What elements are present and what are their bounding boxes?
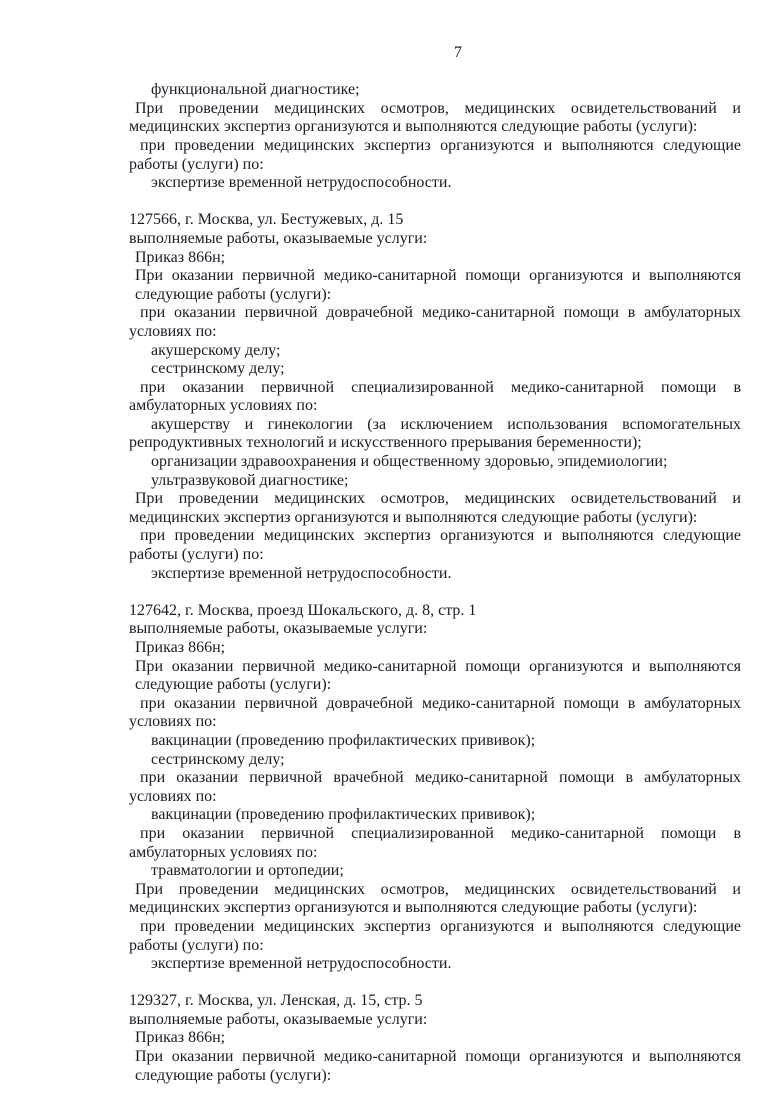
text-line: При оказании первичной медико-санитарной помощи организуются и выполняются <box>135 267 741 285</box>
text-line: Приказ 866н; <box>135 1029 226 1047</box>
text-line: при оказании первичной специализированной медико-санитарной помощи в <box>140 824 741 842</box>
document-body <box>129 81 741 1085</box>
text-line: репродуктивных технологий и искусственного прерывания беременности); <box>129 434 642 452</box>
text-line: При проведении медицинских осмотров, медицинских освидетельствований и <box>135 490 741 508</box>
text-line: экспертизе временной нетрудоспособности. <box>151 564 452 582</box>
text-line: условиях по: <box>129 713 217 731</box>
text-line: экспертизе временной нетрудоспособности. <box>151 955 452 973</box>
text-line: медицинских экспертиз организуются и выполняются следующие работы (услуги): <box>129 118 698 136</box>
text-line: условиях по: <box>129 322 217 340</box>
text-line: работы (услуги) по: <box>129 155 264 173</box>
section-address-127642 <box>129 602 741 974</box>
text-line: следующие работы (услуги): <box>135 1066 332 1084</box>
text-line: сестринскому делу; <box>151 750 285 768</box>
text-line: Приказ 866н; <box>135 248 226 266</box>
text-line: медицинских экспертиз организуются и выполняются следующие работы (услуги): <box>129 508 698 526</box>
text-line: При оказании первичной медико-санитарной помощи организуются и выполняются <box>135 1048 741 1066</box>
text-line: выполняемые работы, оказываемые услуги: <box>129 229 428 247</box>
text-line: акушерскому делу; <box>151 341 281 359</box>
text-line: выполняемые работы, оказываемые услуги: <box>129 1010 428 1028</box>
text-line: амбулаторных условиях по: <box>129 843 318 861</box>
text-line: При проведении медицинских осмотров, медицинских освидетельствований и <box>135 99 741 117</box>
text-line: при оказании первичной врачебной медико-санитарной помощи в амбулаторных <box>140 769 741 787</box>
text-line: при оказании первичной специализированной медико-санитарной помощи в <box>140 378 741 396</box>
text-line: Приказ 866н; <box>135 639 226 656</box>
text-line: медицинских экспертиз организуются и выполняются следующие работы (услуги): <box>129 899 698 917</box>
text-line: при проведении медицинских экспертиз организуются и выполняются следующие <box>140 136 741 154</box>
text-line: при оказании первичной доврачебной медико-санитарной помощи в амбулаторных <box>140 304 741 322</box>
text-line: при оказании первичной доврачебной медико-санитарной помощи в амбулаторных <box>140 694 741 712</box>
address-line: 127642, г. Москва, проезд Шокальского, д. 8, стр. 1 <box>129 601 477 619</box>
text-line: при проведении медицинских экспертиз организуются и выполняются следующие <box>140 917 741 935</box>
text-line: функциональной диагностике; <box>151 81 360 99</box>
text-line: вакцинации (проведению профилактических прививок); <box>151 731 536 749</box>
text-line: следующие работы (услуги): <box>135 676 332 694</box>
text-line: работы (услуги) по: <box>129 936 264 954</box>
text-line: условиях по: <box>129 787 217 805</box>
text-line: сестринскому делу; <box>151 360 285 378</box>
text-line: ультразвуковой диагностике; <box>151 471 349 489</box>
section-continuation <box>129 81 741 193</box>
text-line: выполняемые работы, оказываемые услуги: <box>129 620 428 638</box>
text-line: вакцинации (проведению профилактических прививок); <box>151 806 536 824</box>
text-line: работы (услуги) по: <box>129 546 264 564</box>
text-line: травматологии и ортопедии; <box>151 862 344 880</box>
page-number: 7 <box>454 44 462 61</box>
text-line: При проведении медицинских осмотров, медицинских освидетельствований и <box>135 880 741 898</box>
address-line: 127566, г. Москва, ул. Бестужевых, д. 15 <box>129 211 404 229</box>
text-line: При оказании первичной медико-санитарной помощи организуются и выполняются <box>135 657 741 675</box>
text-line: организации здравоохранения и общественному здоровью, эпидемиологии; <box>151 453 668 471</box>
text-line: экспертизе временной нетрудоспособности. <box>151 174 452 192</box>
text-line: акушерству и гинекологии (за исключением использования вспомогательных <box>151 415 741 433</box>
section-address-129327 <box>129 992 741 1085</box>
text-line: при проведении медицинских экспертиз организуются и выполняются следующие <box>140 527 741 545</box>
section-address-127566 <box>129 211 741 583</box>
text-line: следующие работы (услуги): <box>135 285 332 303</box>
address-line: 129327, г. Москва, ул. Ленская, д. 15, стр. 5 <box>129 992 423 1010</box>
text-line: амбулаторных условиях по: <box>129 397 318 415</box>
